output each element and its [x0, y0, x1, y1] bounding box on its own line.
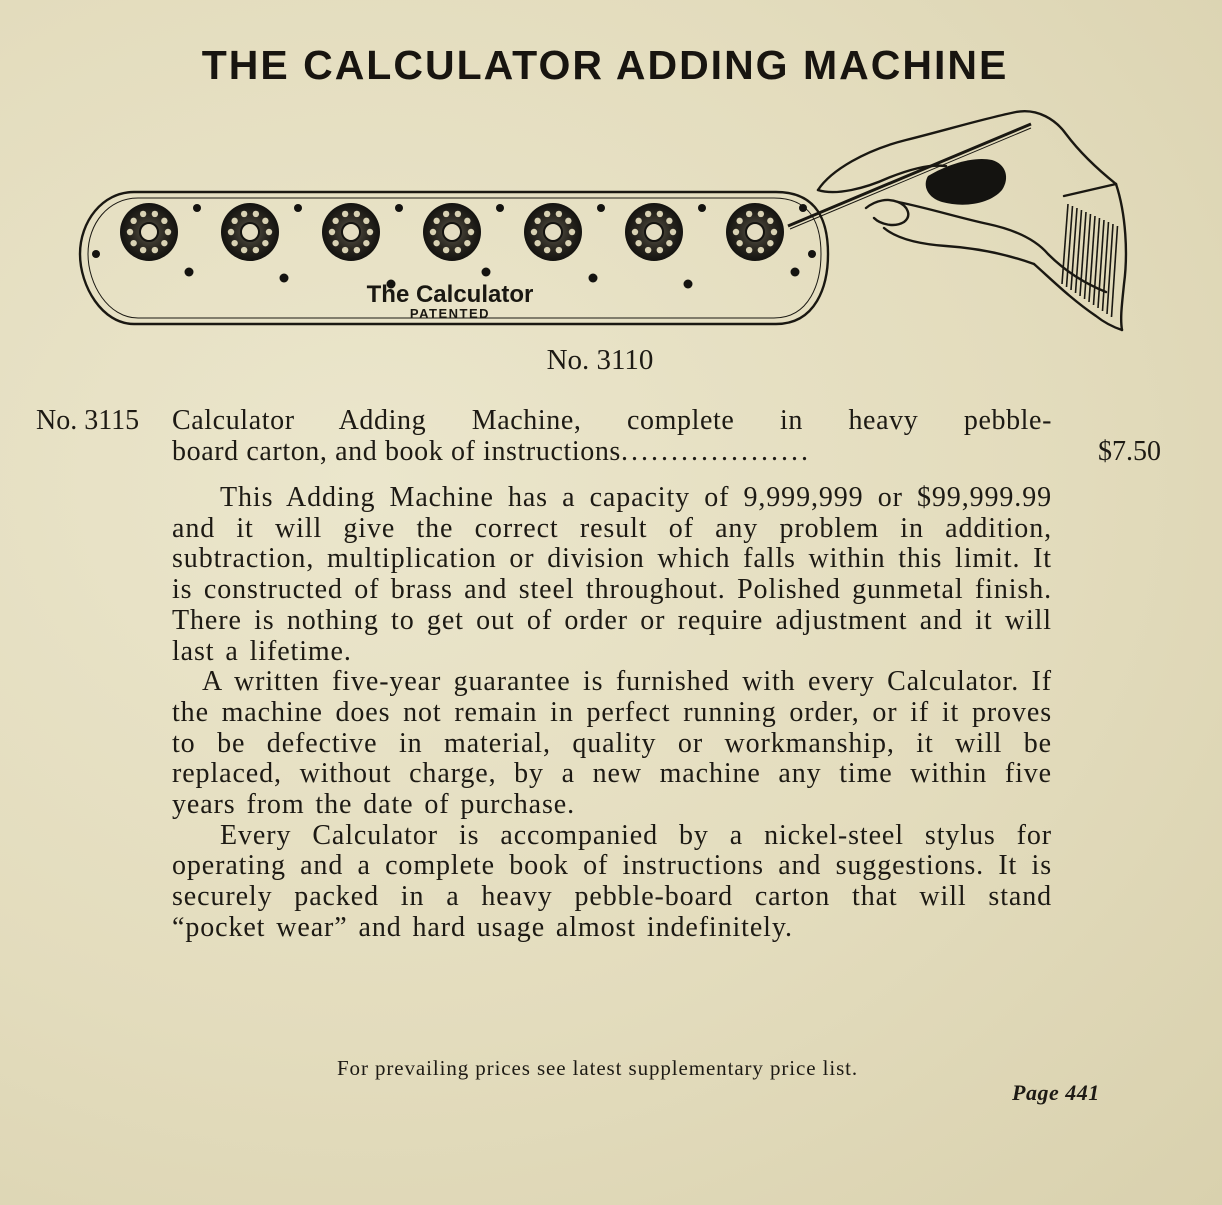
hand-icon — [818, 111, 1126, 330]
price-footnote: For prevailing prices see latest supplementary price list. — [336, 1056, 859, 1080]
machine-brand-label: The Calculator — [366, 281, 534, 308]
dial-wheel — [726, 203, 784, 261]
item-description — [172, 405, 1052, 467]
dial-wheel — [221, 203, 279, 261]
item-description-line2 — [172, 436, 1052, 467]
dial-wheel — [322, 203, 380, 261]
dial-wheel — [423, 203, 481, 261]
machine-patented-label: PATENTED — [409, 306, 491, 321]
item-description-line1: Calculator Adding Machine, complete in heavy pebble- — [172, 405, 1052, 436]
body-paragraph-1: This Adding Machine has a capacity of 9,999,999 or $99,999.99 and it will give the correct result of any problem in addition, subtraction, multiplication or division which falls within this limit. It is constructed of brass and steel throughout. Polished gunmetal finish. There is nothing to get out of order or require adjustment and it will last a lifetime. — [172, 482, 1052, 667]
body-paragraph-2: A written five-year guarantee is furnished with every Calculator. If the machine does not remain in perfect running order, or if it proves to be defective in material, quality or workmanship, it will be replaced, without charge, by a new machine any time within five years from the date of purchase. — [172, 666, 1052, 821]
dial-wheel — [120, 203, 178, 261]
description-body — [172, 483, 1052, 944]
dot-leader: ................... — [620, 436, 811, 467]
item-price: $7.50 — [1098, 436, 1161, 467]
page-title: THE CALCULATOR ADDING MACHINE — [201, 42, 1009, 88]
figure-caption: No. 3110 — [546, 344, 654, 376]
page-number: Page 441 — [1012, 1080, 1100, 1105]
item-description-line2-text: board carton, and book of instructions — [172, 436, 621, 467]
dial-wheel — [524, 203, 582, 261]
dial-wheel — [625, 203, 683, 261]
adding-machine-illustration — [76, 104, 1136, 340]
dial-wheels — [120, 203, 784, 261]
body-paragraph-3: Every Calculator is accompanied by a nickel-steel stylus for operating and a complete book of instructions and suggestions. It is securely packed in a heavy pebble-board carton that will stand “pocket wear” and hard usage almost indefinitely. — [172, 819, 1052, 943]
item-number: No. 3115 — [36, 405, 140, 436]
